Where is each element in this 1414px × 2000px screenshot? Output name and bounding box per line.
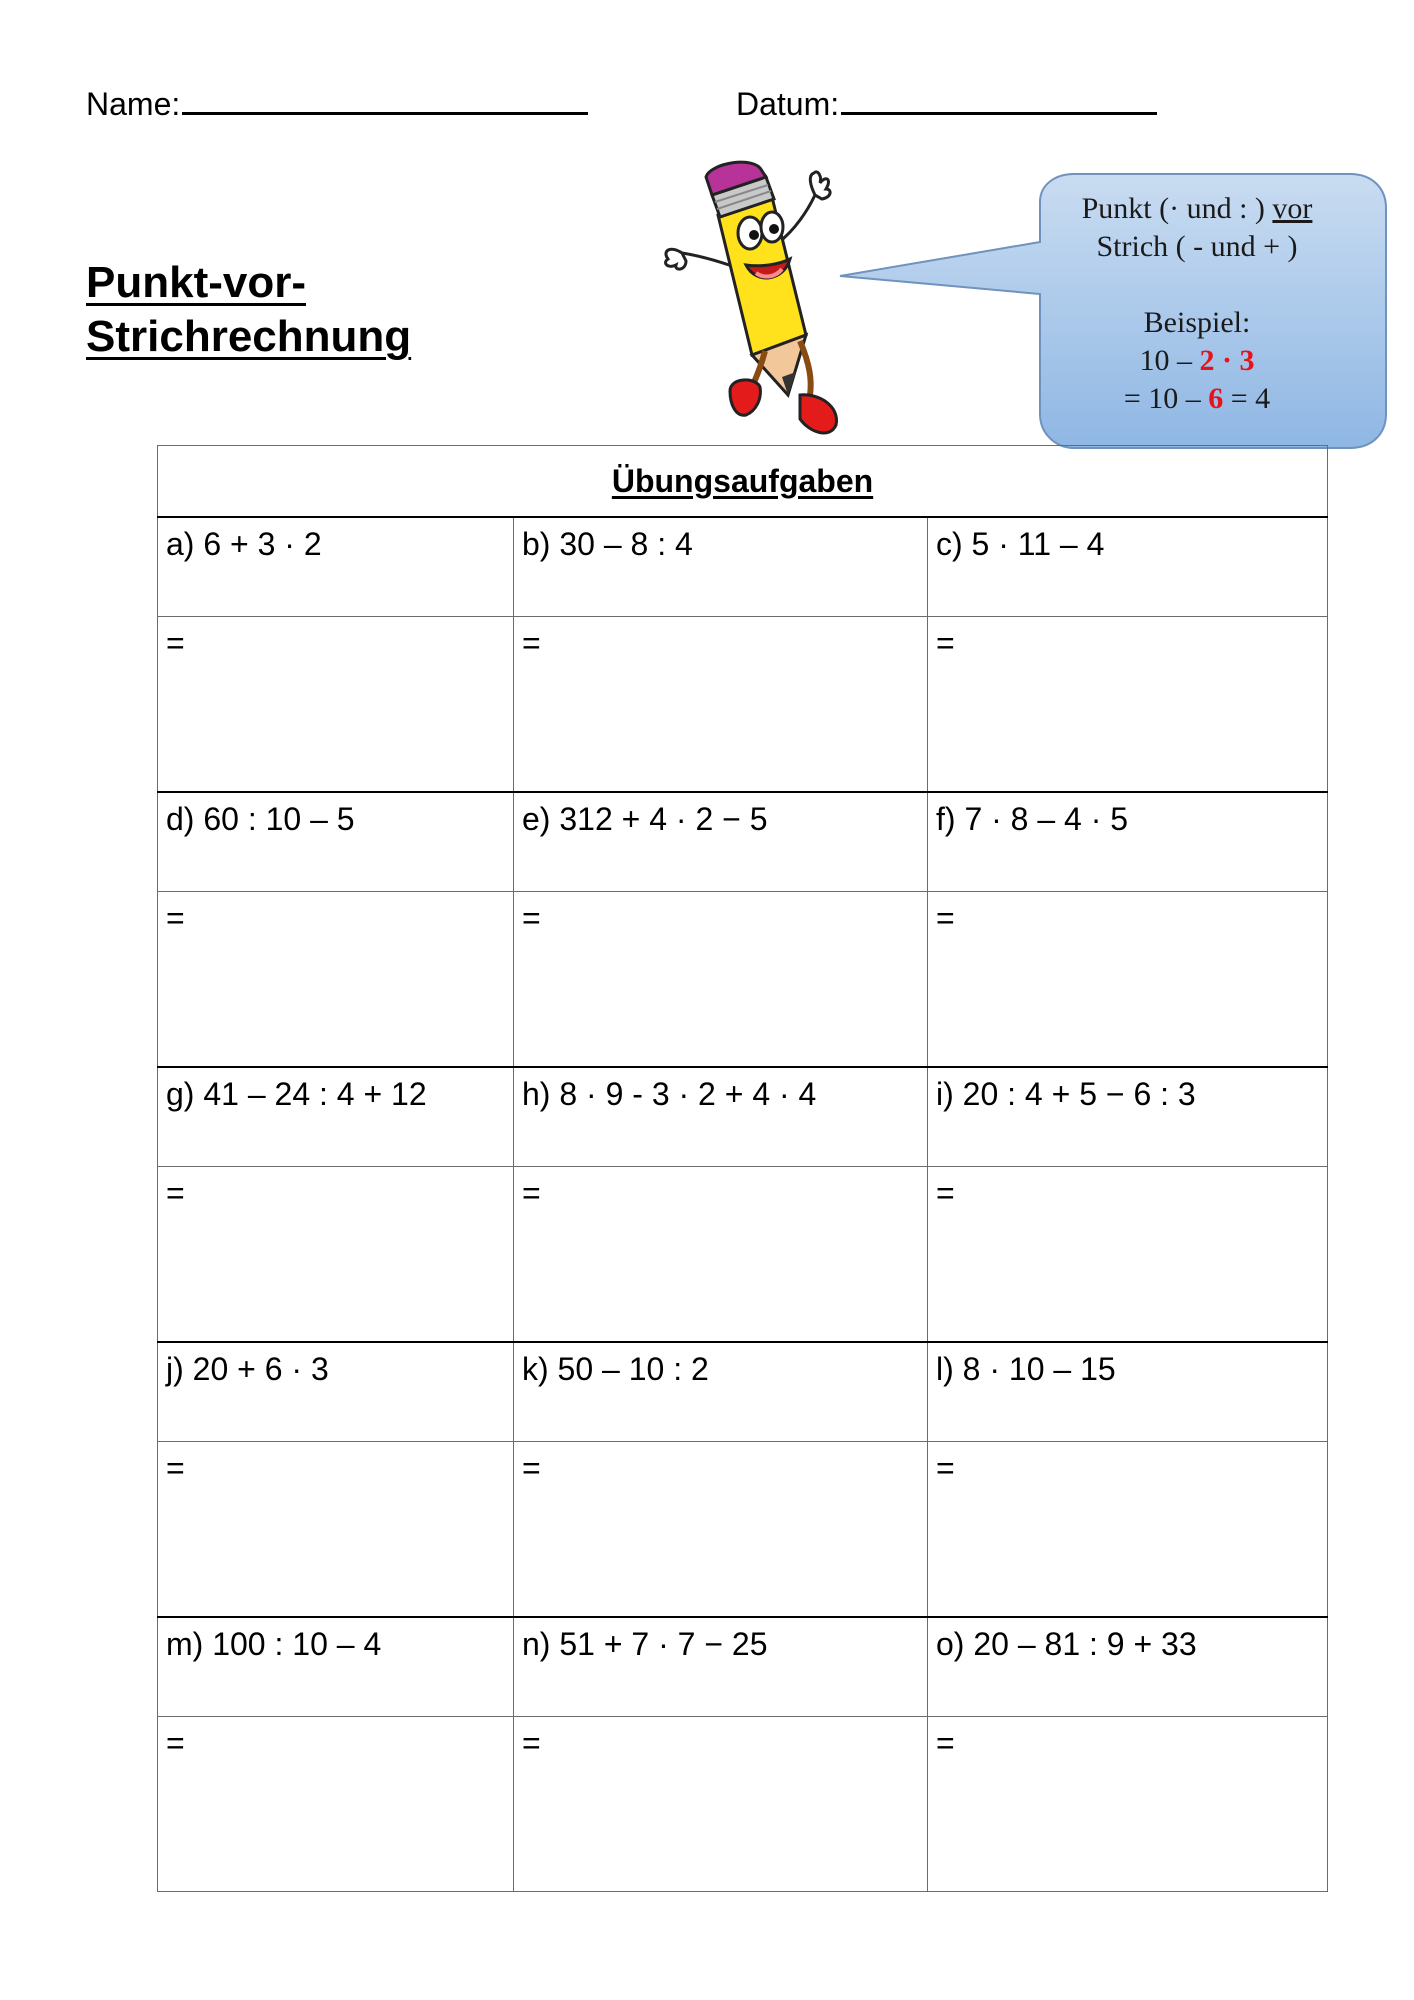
- answer-h[interactable]: =: [514, 1167, 928, 1343]
- answer-row: [158, 1442, 1328, 1618]
- answer-o[interactable]: =: [928, 1717, 1328, 1892]
- answer-c[interactable]: =: [928, 617, 1328, 793]
- task-a: a) 6 + 3 · 2: [158, 517, 514, 617]
- exercise-table: [157, 445, 1328, 1892]
- answer-g[interactable]: =: [158, 1167, 514, 1343]
- task-l: l) 8 · 10 – 15: [928, 1342, 1328, 1442]
- task-j: j) 20 + 6 · 3: [158, 1342, 514, 1442]
- task-n: n) 51 + 7 · 7 − 25: [514, 1617, 928, 1717]
- rule-line-1: Punkt (· und : ) vor: [1081, 192, 1313, 225]
- answer-m[interactable]: =: [158, 1717, 514, 1892]
- answer-row: [158, 1167, 1328, 1343]
- answer-d[interactable]: =: [158, 892, 514, 1068]
- task-o: o) 20 – 81 : 9 + 33: [928, 1617, 1328, 1717]
- task-h: h) 8 · 9 - 3 · 2 + 4 · 4: [514, 1067, 928, 1167]
- task-row: [158, 517, 1328, 617]
- task-m: m) 100 : 10 – 4: [158, 1617, 514, 1717]
- date-blank-line: [841, 90, 1157, 115]
- task-e: e) 312 + 4 · 2 − 5: [514, 792, 928, 892]
- task-c: c) 5 · 11 – 4: [928, 517, 1328, 617]
- answer-n[interactable]: =: [514, 1717, 928, 1892]
- answer-b[interactable]: =: [514, 617, 928, 793]
- task-g: g) 41 – 24 : 4 + 12: [158, 1067, 514, 1167]
- answer-j[interactable]: =: [158, 1442, 514, 1618]
- task-row: [158, 1067, 1328, 1167]
- title-line-1: Punkt-vor-: [86, 258, 306, 307]
- example-label: Beispiel:: [1143, 306, 1251, 339]
- answer-a[interactable]: =: [158, 617, 514, 793]
- task-row: [158, 1342, 1328, 1442]
- name-label: Name:: [86, 86, 181, 122]
- answer-k[interactable]: =: [514, 1442, 928, 1618]
- answer-e[interactable]: =: [514, 892, 928, 1068]
- answer-row: [158, 892, 1328, 1068]
- task-row: [158, 792, 1328, 892]
- task-k: k) 50 – 10 : 2: [514, 1342, 928, 1442]
- rule-line-2: Strich ( - und + ): [1096, 230, 1298, 263]
- name-blank-line: [182, 90, 588, 115]
- answer-l[interactable]: =: [928, 1442, 1328, 1618]
- example-highlight-product: 2 · 3: [1199, 344, 1255, 377]
- worksheet-title: [86, 256, 411, 364]
- task-i: i) 20 : 4 + 5 − 6 : 3: [928, 1067, 1328, 1167]
- answer-f[interactable]: =: [928, 892, 1328, 1068]
- rule-explanation: [1012, 190, 1382, 418]
- task-row: [158, 1617, 1328, 1717]
- example-line-2: = 10 – 6 = 4: [1123, 382, 1271, 415]
- date-field: [736, 86, 1157, 123]
- example-highlight-result: 6: [1208, 382, 1224, 415]
- example-line-1: 10 – 2 · 3: [1139, 344, 1255, 377]
- task-d: d) 60 : 10 – 5: [158, 792, 514, 892]
- title-line-2: Strichrechnung: [86, 312, 412, 361]
- table-heading: Übungsaufgaben: [158, 446, 1328, 518]
- answer-row: [158, 617, 1328, 793]
- task-b: b) 30 – 8 : 4: [514, 517, 928, 617]
- task-f: f) 7 · 8 – 4 · 5: [928, 792, 1328, 892]
- rule-vor-word: vor: [1272, 192, 1313, 225]
- date-label: Datum:: [736, 86, 840, 122]
- answer-i[interactable]: =: [928, 1167, 1328, 1343]
- answer-row: [158, 1717, 1328, 1892]
- name-field: [86, 86, 588, 123]
